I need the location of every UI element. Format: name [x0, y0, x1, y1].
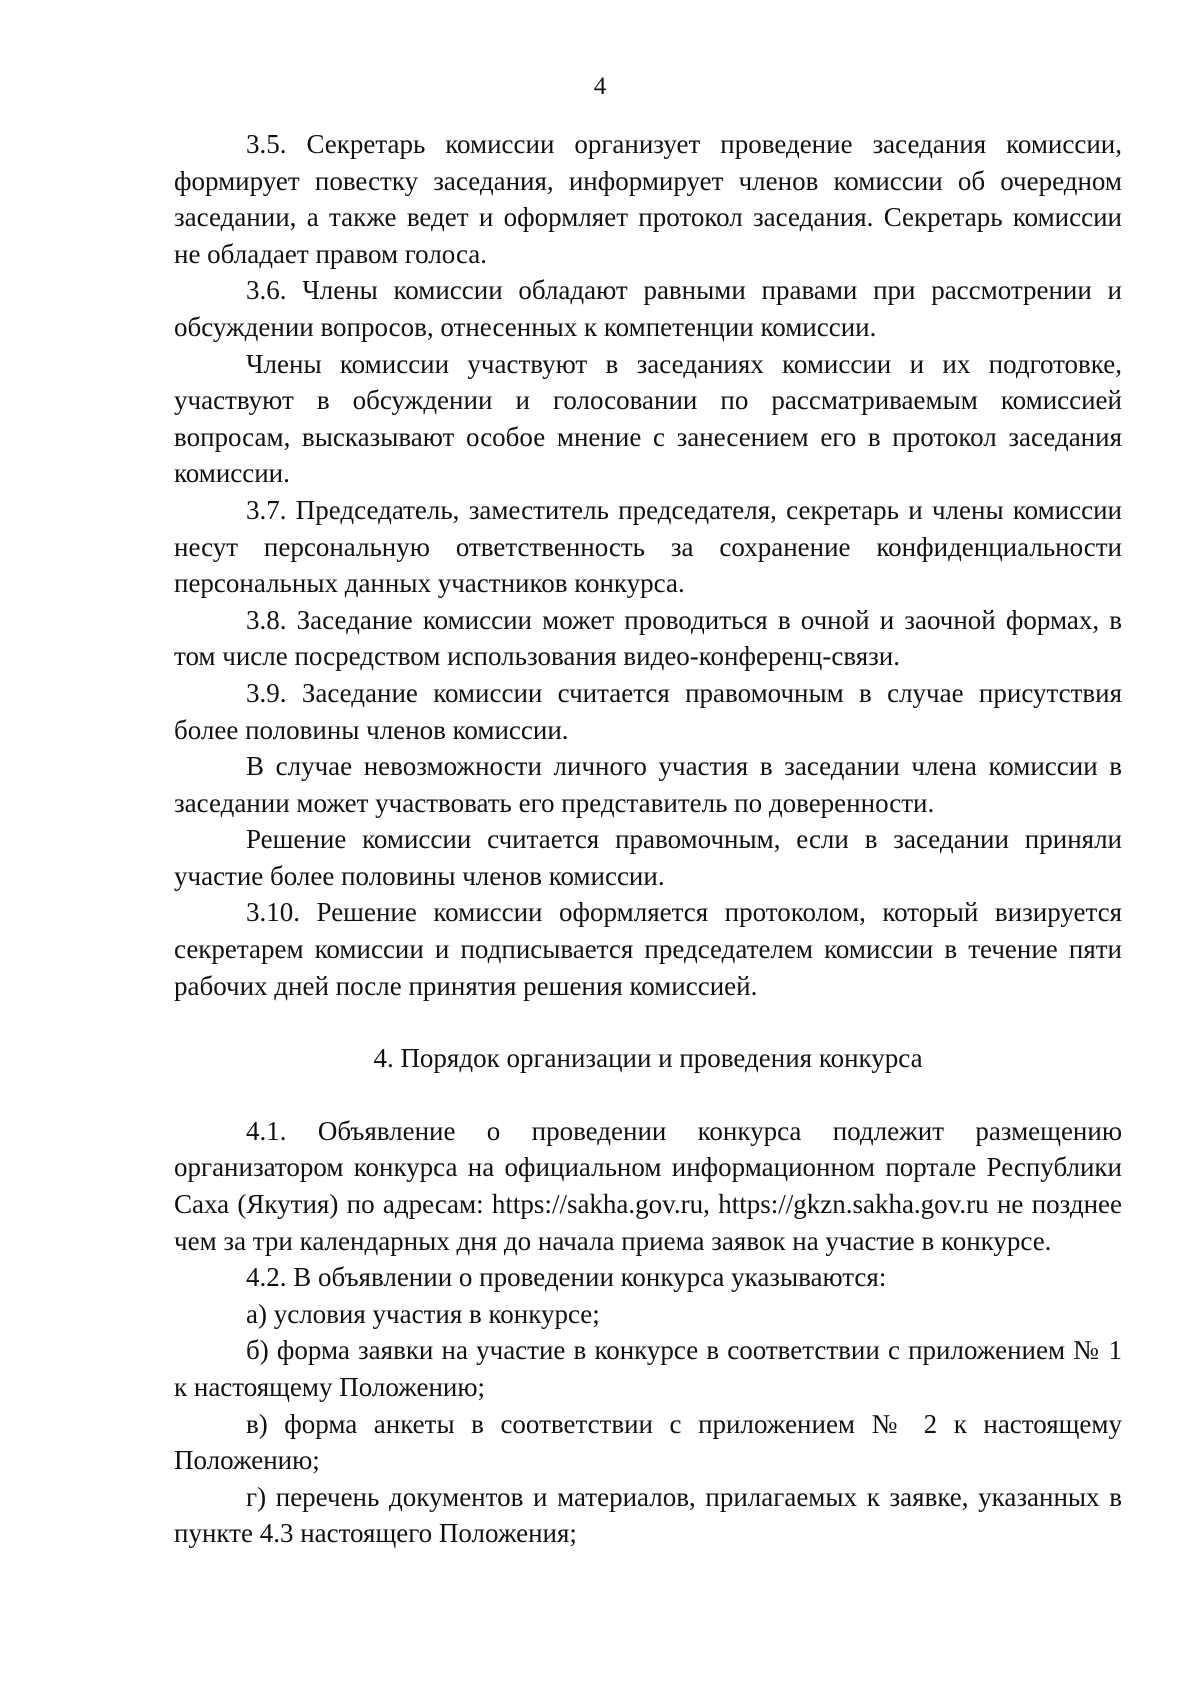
section-4-heading: 4. Порядок организации и проведения конкурса — [373, 1043, 923, 1074]
list-item-g: г) перечень документов и материалов, прилагаемых к заявке, указанных в пункте 4.3 настоящего Положения; — [174, 1481, 1122, 1549]
paragraph-3-5: 3.5. Секретарь комиссии организует проведение заседания комиссии, формирует повестку заседания, информирует членов комиссии об очередном заседании, а также ведет и оформляет протокол заседания. Секретарь комиссии не обладает правом голоса. — [174, 129, 1122, 269]
page-number: 4 — [593, 73, 607, 100]
paragraph-4-2: 4.2. В объявлении о проведении конкурса указываются: — [246, 1262, 887, 1293]
paragraph-3-8: 3.8. Заседание комиссии может проводиться в очной и заочной формах, в том числе посредством использования видео-конференц-связи. — [174, 604, 1122, 672]
paragraph-4-1: 4.1. Объявление о проведении конкурса подлежит размещению организатором конкурса на официальном информационном портале Республики Саха (Якутия) по адресам: https://sakha.gov.ru, https://gkzn.sakha.gov.ru не позднее чем за три календарных дня до начала приема заявок на участие в конкурсе. — [174, 1115, 1122, 1256]
paragraph-3-9: 3.9. Заседание комиссии считается правомочным в случае присутствия более половины членов комиссии. — [174, 677, 1122, 745]
list-item-b: б) форма заявки на участие в конкурсе в соответствии с приложением № 1 к настоящему Положению; — [174, 1335, 1122, 1402]
document-body — [174, 126, 1122, 1552]
paragraph-3-7: 3.7. Председатель, заместитель председателя, секретарь и члены комиссии несут персональную ответственность за сохранение конфиденциальности персональных данных участников конкурса. — [174, 494, 1122, 599]
list-item-a: а) условия участия в конкурсе; — [246, 1298, 600, 1329]
list-item-v: в) форма анкеты в соответствии с приложением № 2 к настоящему Положению; — [174, 1408, 1122, 1476]
paragraph-3-6-members: Члены комиссии участвуют в заседаниях комиссии и их подготовке, участвуют в обсуждении и голосовании по рассматриваемым комиссией вопросам, высказывают особое мнение с занесением его в протокол заседания комиссии. — [174, 348, 1122, 489]
paragraph-3-10: 3.10. Решение комиссии оформляется протоколом, который визируется секретарем комиссии и подписывается председателем комиссии в течение пяти рабочих дней после принятия решения комиссией. — [174, 897, 1122, 1001]
paragraph-3-9-decision: Решение комиссии считается правомочным, если в заседании приняли участие более половины членов комиссии. — [174, 824, 1122, 891]
paragraph-3-6: 3.6. Члены комиссии обладают равными правами при рассмотрении и обсуждении вопросов, отнесенных к компетенции комиссии. — [174, 275, 1122, 342]
paragraph-3-9-representative: В случае невозможности личного участия в заседании члена комиссии в заседании может участвовать его представитель по доверенности. — [174, 751, 1122, 818]
